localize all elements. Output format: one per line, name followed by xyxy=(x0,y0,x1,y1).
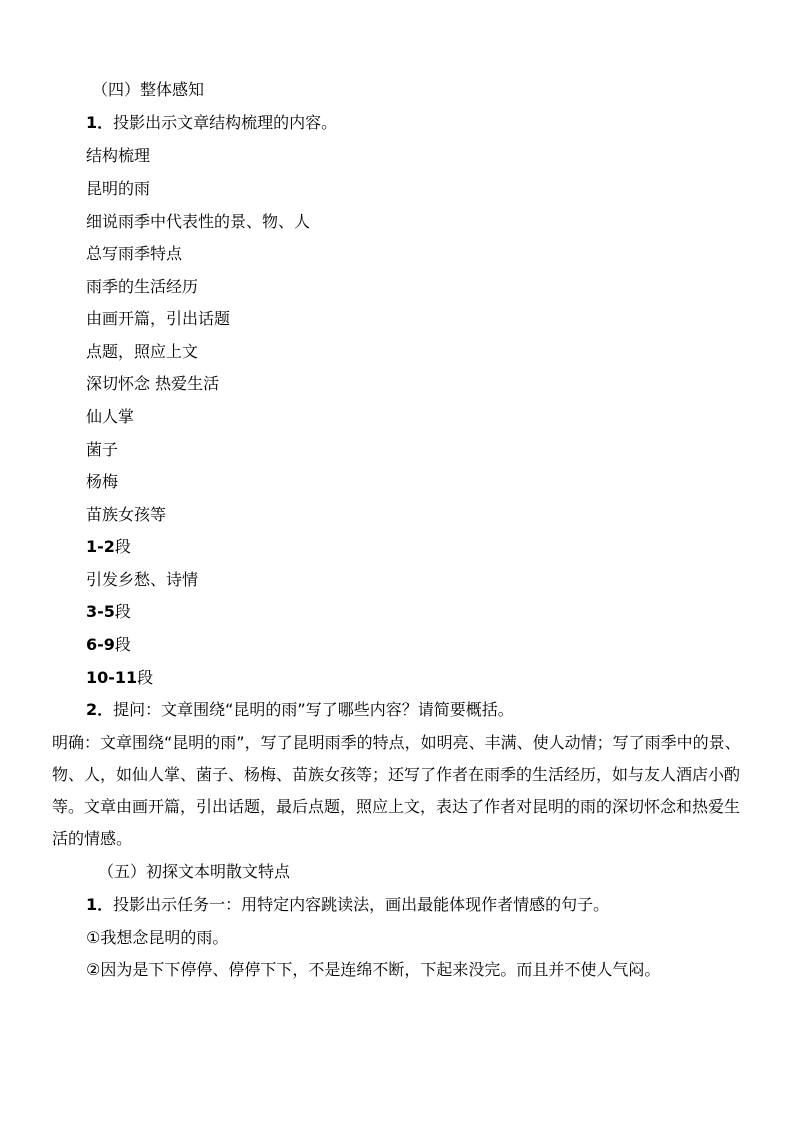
section-heading-4: （四）整体感知 xyxy=(92,80,205,99)
list-item-1 xyxy=(86,113,337,133)
segment-unit: 段 xyxy=(114,537,131,556)
outline-line: 苗族女孩等 xyxy=(86,505,167,524)
segment-number: 6-9 xyxy=(86,635,115,654)
list-item-1 xyxy=(86,895,609,915)
outline-line: 点题，照应上文 xyxy=(86,342,199,361)
item-text: 提问：文章围绕“昆明的雨”写了哪些内容？请简要概括。 xyxy=(113,700,514,719)
list-item-2 xyxy=(86,700,514,720)
segment-label xyxy=(86,537,131,557)
section-heading-5: （五）初探文本明散文特点 xyxy=(98,862,291,881)
outline-line: 细说雨季中代表性的景、物、人 xyxy=(86,212,311,231)
segment-unit: 段 xyxy=(114,635,131,654)
segment-label xyxy=(86,668,153,688)
segment-label xyxy=(86,635,131,655)
answer-paragraph: 明确：文章围绕“昆明的雨”，写了昆明雨季的特点，如明亮、丰满、使人动情；写了雨季中的景、物、人，如仙人掌、菌子、杨梅、苗族女孩等；还写了作者在雨季的生活经历，如与友人酒店小酌等。文章由画开篇，引出话题，最后点题，照应上文，表达了作者对昆明的雨的深切怀念和热爱生活的情感。 xyxy=(52,733,741,848)
outline-line: 深切怀念 热爱生活 xyxy=(86,374,220,393)
segment-number: 10-11 xyxy=(86,668,138,687)
item-number: 1． xyxy=(86,113,114,132)
outline-line: 仙人掌 xyxy=(86,407,135,426)
outline-line: 昆明的雨 xyxy=(86,179,151,198)
segment-label xyxy=(86,602,131,622)
item-number: 1． xyxy=(86,895,114,914)
outline-line: 由画开篇，引出话题 xyxy=(86,309,231,328)
segment-number: 3-5 xyxy=(86,602,115,621)
outline-line: 结构梳理 xyxy=(86,146,151,165)
outline-line: 雨季的生活经历 xyxy=(86,277,199,296)
segment-unit: 段 xyxy=(114,602,131,621)
outline-line: 总写雨季特点 xyxy=(86,244,183,263)
item-text: 投影出示文章结构梳理的内容。 xyxy=(113,113,338,132)
outline-line: 引发乡愁、诗情 xyxy=(86,570,199,589)
segment-number: 1-2 xyxy=(86,537,115,556)
item-text: 投影出示任务一：用特定内容跳读法，画出最能体现作者情感的句子。 xyxy=(113,895,610,914)
outline-line: 杨梅 xyxy=(86,472,119,491)
item-number: 2． xyxy=(86,700,114,719)
outline-line: 菌子 xyxy=(86,440,119,459)
segment-unit: 段 xyxy=(137,668,154,687)
quote-line: ①我想念昆明的雨。 xyxy=(86,928,229,947)
quote-line: ②因为是下下停停、停停下下，不是连绵不断，下起来没完。而且并不使人气闷。 xyxy=(86,960,661,979)
